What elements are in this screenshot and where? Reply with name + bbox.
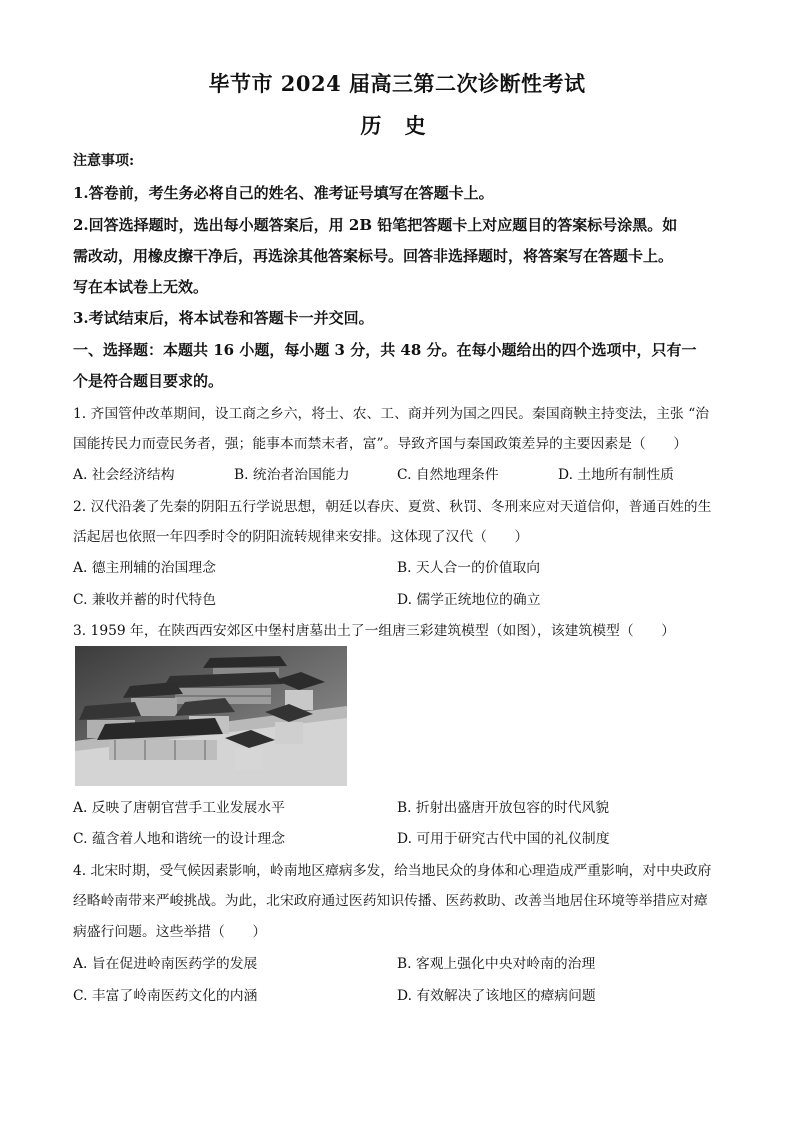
q4-option-d: D. 有效解决了该地区的瘴病问题 bbox=[397, 988, 596, 1004]
q1-option-a: A. 社会经济结构 bbox=[73, 467, 175, 483]
q3-option-a: A. 反映了唐朝官营手工业发展水平 bbox=[73, 800, 285, 816]
subject-title: 历 史 bbox=[360, 113, 434, 138]
q2-option-b: B. 天人合一的价值取向 bbox=[397, 560, 541, 576]
notice-heading: 注意事项: bbox=[73, 153, 135, 169]
notice-item-2-line-2: 需改动，用橡皮擦干净后，再选涂其他答案标号。回答非选择题时，将答案写在答题卡上。 bbox=[73, 247, 674, 265]
q3-stem: 3. 1959 年，在陕西西安郊区中堡村唐墓出土了一组唐三彩建筑模型（如图），该建筑模型（ ） bbox=[73, 623, 676, 639]
q1-option-c: C. 自然地理条件 bbox=[397, 467, 499, 483]
q2-option-a: A. 德主刑辅的治国理念 bbox=[73, 560, 216, 576]
q1-option-b: B. 统治者治国能力 bbox=[234, 467, 350, 483]
q4-option-b: B. 客观上强化中央对岭南的治理 bbox=[397, 956, 596, 972]
notice-item-3: 3.考试结束后，将本试卷和答题卡一并交回。 bbox=[73, 309, 374, 327]
q3-option-c: C. 蕴含着人地和谐统一的设计理念 bbox=[73, 831, 285, 847]
q3-option-b: B. 折射出盛唐开放包容的时代风貌 bbox=[397, 800, 610, 816]
q1-stem-line-2: 国能抟民力而壹民务者，强；能事本而禁末者，富”。导致齐国与秦国政策差异的主要因素是（ ） bbox=[73, 436, 688, 452]
notice-item-2-line-3: 写在本试卷上无效。 bbox=[73, 278, 209, 296]
q1-stem-line-1: 1. 齐国管仲改革期间，设工商之乡六，将士、农、工、商并列为国之四民。秦国商鞅主持变法，主张 “治 bbox=[73, 406, 710, 422]
q2-stem-line-2: 活起居也依照一年四季时令的阴阳流转规律来安排。这体现了汉代（ ） bbox=[73, 529, 529, 545]
q4-stem-line-2: 经略岭南带来严峻挑战。为此，北宋政府通过医药知识传播、医药救助、改善当地居住环境等举措应对瘴 bbox=[73, 893, 708, 909]
q2-option-d: D. 儒学正统地位的确立 bbox=[397, 592, 541, 608]
q4-stem-line-1: 4. 北宋时期，受气候因素影响，岭南地区瘴病多发，给当地民众的身体和心理造成严重影响，对中央政府 bbox=[73, 863, 712, 879]
q1-option-d: D. 土地所有制性质 bbox=[558, 467, 674, 483]
tang-sancai-architecture-model-photo bbox=[75, 646, 347, 786]
q3-option-d: D. 可用于研究古代中国的礼仪制度 bbox=[397, 831, 610, 847]
q4-option-c: C. 丰富了岭南医药文化的内涵 bbox=[73, 988, 258, 1004]
notice-item-1: 1.答卷前，考生务必将自己的姓名、准考证号填写在答题卡上。 bbox=[73, 184, 494, 202]
exam-title: 毕节市 2024 届高三第二次诊断性考试 bbox=[208, 71, 586, 96]
q2-stem-line-1: 2. 汉代沿袭了先秦的阴阳五行学说思想，朝廷以春庆、夏赏、秋罚、冬刑来应对天道信仰，普通百姓的生 bbox=[73, 499, 712, 515]
q4-option-a: A. 旨在促进岭南医药学的发展 bbox=[73, 956, 258, 972]
q4-stem-line-3: 病盛行问题。这些举措（ ） bbox=[73, 924, 267, 940]
notice-item-2-line-1: 2.回答选择题时，选出每小题答案后，用 2B 铅笔把答题卡上对应题目的答案标号涂黑。如 bbox=[73, 216, 678, 234]
q2-option-c: C. 兼收并蓄的时代特色 bbox=[73, 592, 217, 608]
section-heading-line-2: 个是符合题目要求的。 bbox=[73, 372, 224, 390]
section-heading-line-1: 一、选择题：本题共 16 小题，每小题 3 分，共 48 分。在每小题给出的四个选项中，只有一 bbox=[73, 341, 697, 359]
